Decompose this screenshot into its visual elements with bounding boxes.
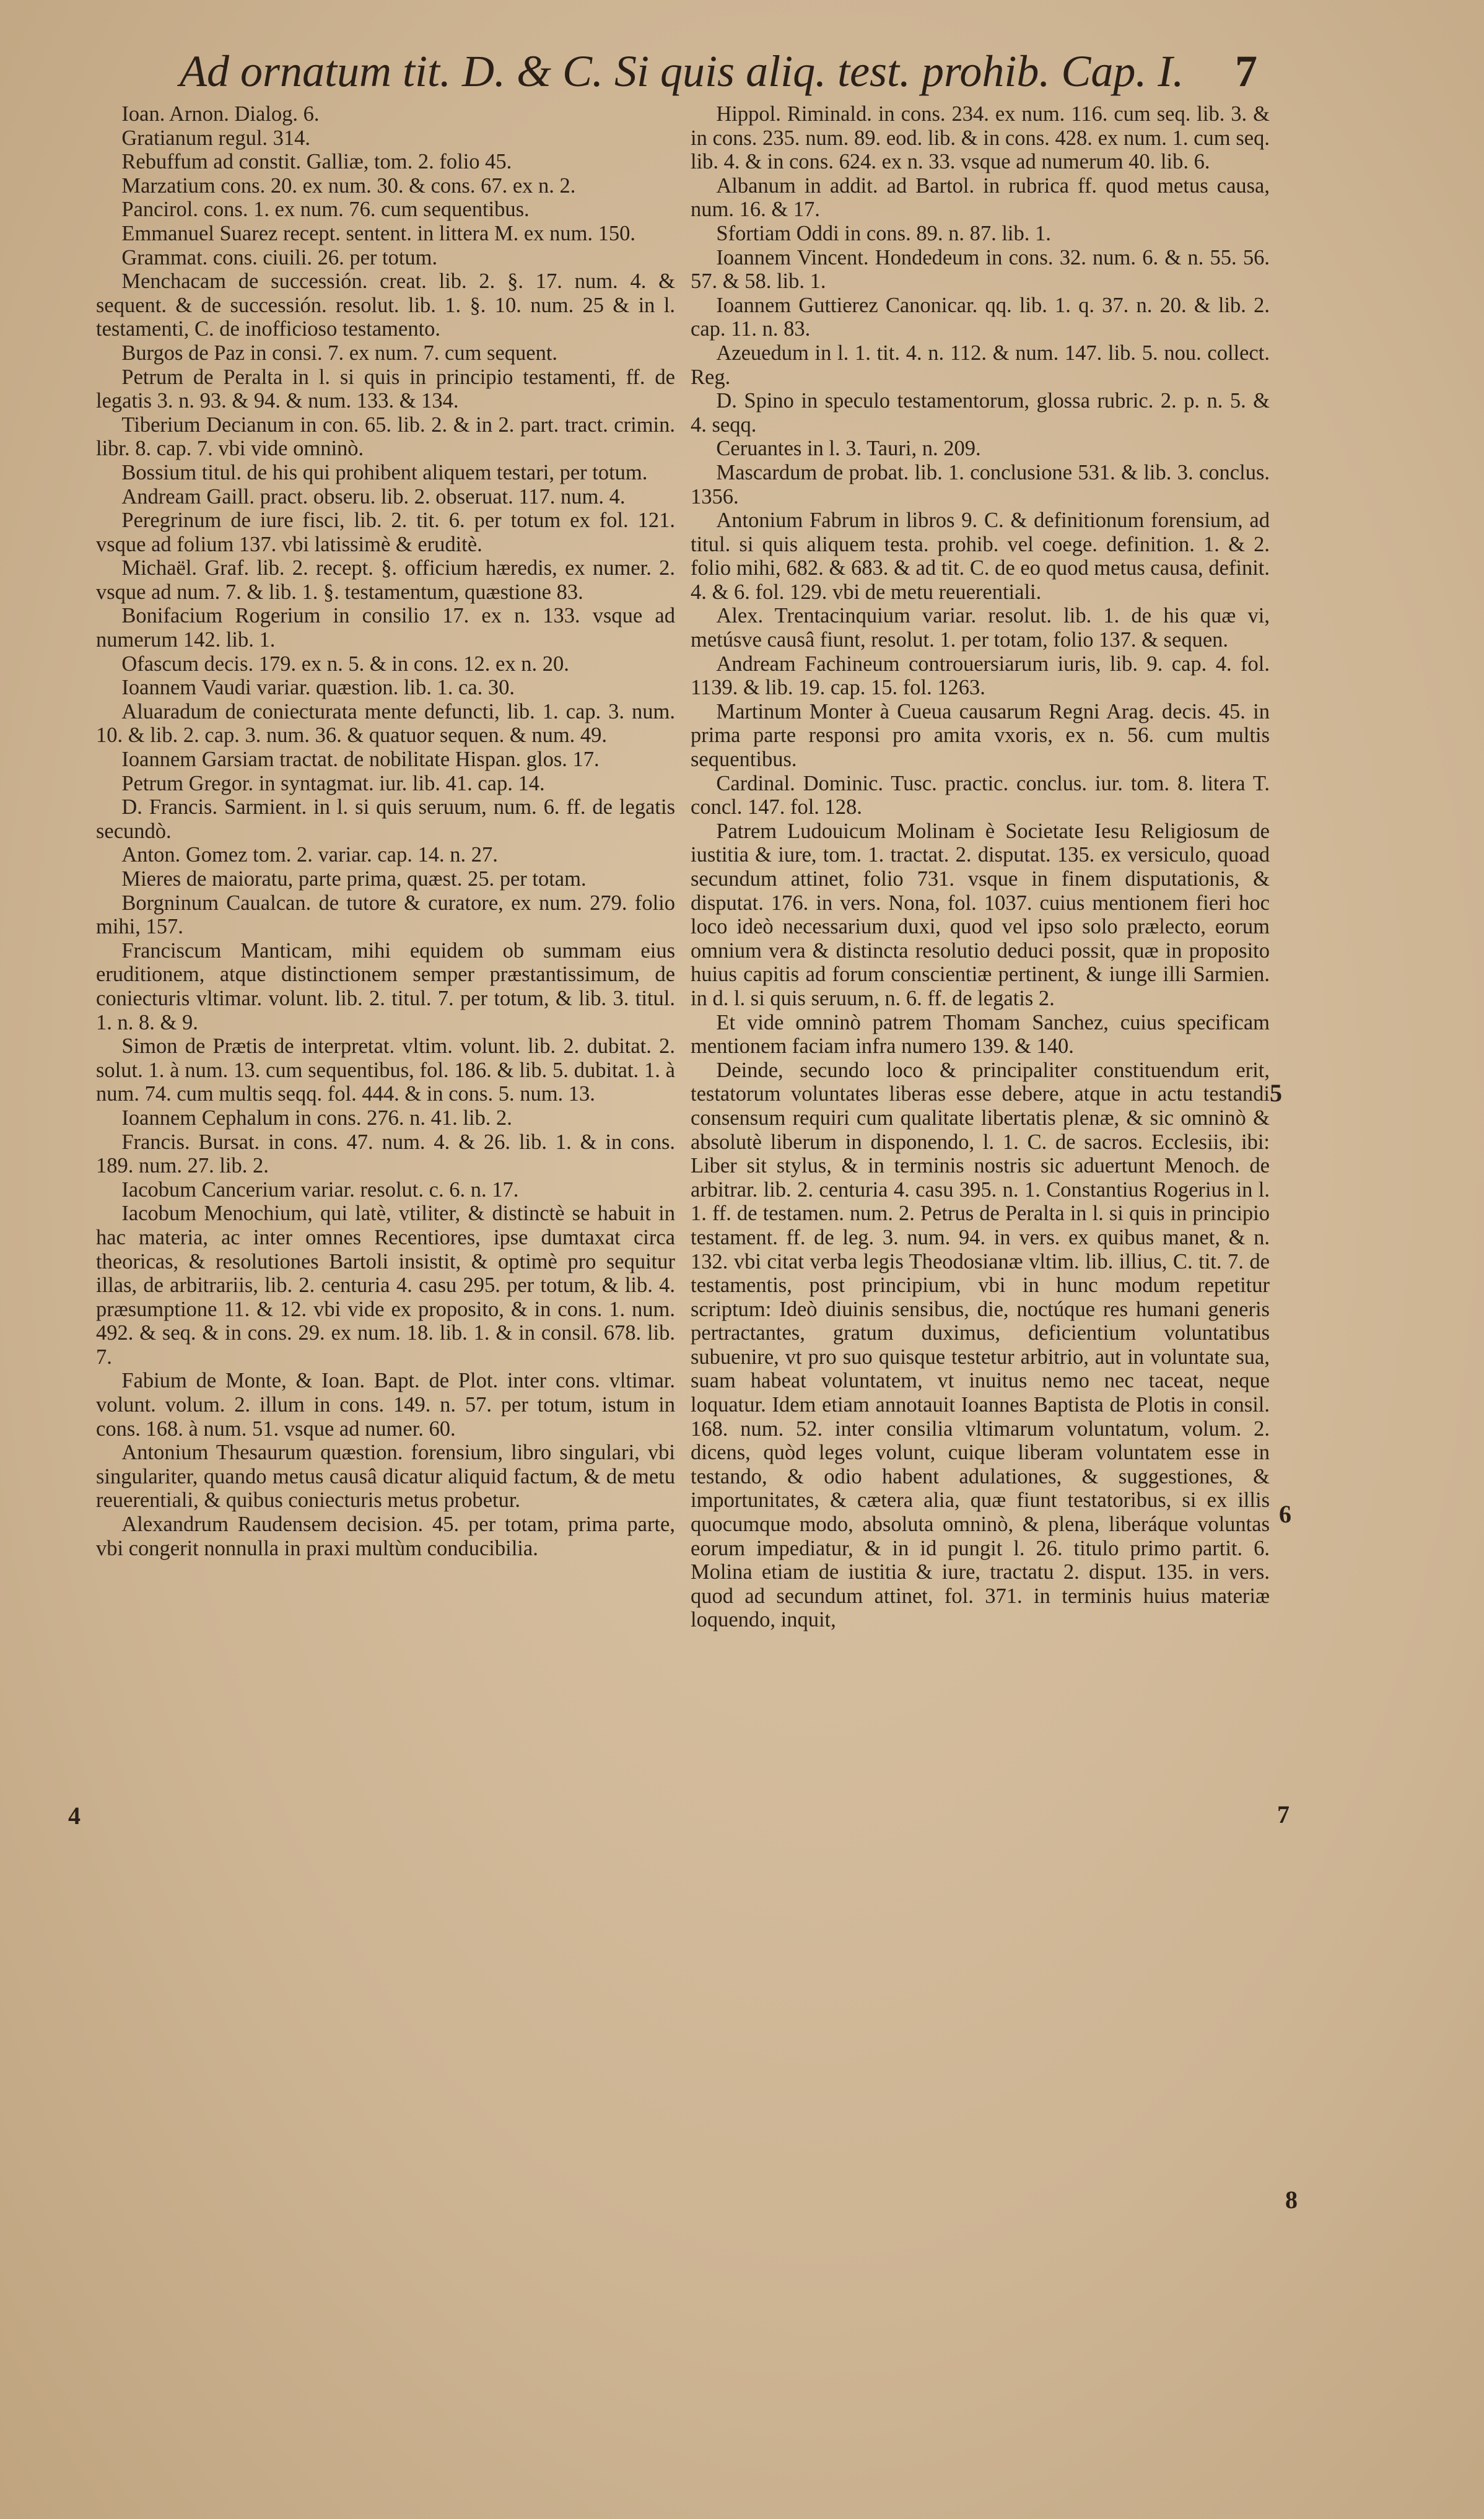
citation-entry: Simon de Prætis de interpretat. vltim. volunt. lib. 2. dubitat. 2. solut. 1. à num. 13. cum sequentibus, fol. 186. & lib. 5. dubitat. 1. à num. 74. cum multis seqq. fol. 444. & in cons. 5. num. 13.: [96, 1034, 675, 1106]
citation-entry: Hippol. Riminald. in cons. 234. ex num. 116. cum seq. lib. 3. & in cons. 235. num. 89. eod. lib. & in cons. 428. ex num. 1. cum seq. lib. 4. & in cons. 624. ex n. 33. vsque ad numerum 40. lib. 6.: [691, 102, 1270, 174]
left-column: [96, 102, 675, 1560]
citation-entry: Bonifacium Rogerium in consilio 17. ex n. 133. vsque ad numerum 142. lib. 1.: [96, 604, 675, 652]
running-title: Ad ornatum tit. D. & C. Si quis aliq. test. prohib. Cap. I.: [180, 46, 1184, 96]
citation-entry: Francis. Bursat. in cons. 47. num. 4. & 26. lib. 1. & in cons. 189. num. 27. lib. 2.: [96, 1130, 675, 1178]
citation-entry: Cardinal. Dominic. Tusc. practic. conclus. iur. tom. 8. litera T. concl. 147. fol. 128.: [691, 771, 1270, 819]
citation-entry: Marzatium cons. 20. ex num. 30. & cons. 67. ex n. 2.: [121, 173, 576, 198]
citation-entry: Michaël. Graf. lib. 2. recept. §. officium hæredis, ex numer. 2. vsque ad num. 7. & lib. 1. §. testamentum, quæstione 83.: [96, 556, 675, 604]
citation-entry: Borgninum Caualcan. de tutore & curatore, ex num. 279. folio mihi, 157.: [96, 891, 675, 939]
citation-entry: Pancirol. cons. 1. ex num. 76. cum sequentibus.: [121, 198, 530, 222]
citation-entry: Martinum Monter à Cueua causarum Regni Arag. decis. 45. in prima parte responsi pro amita vxoris, ex n. 56. cum multis sequentibus.: [691, 699, 1270, 772]
margin-number-7: 7: [1277, 1801, 1290, 1828]
citation-entry: Patrem Ludouicum Molinam è Societate Iesu Religiosum de iustitia & iure, tom. 1. tractat. 2. disputat. 135. ex versiculo, quoad secundum attinet, folio 731. vsque in finem disputationis, & disputat. 176. in vers. Nona, fol. 1037. cuius mentionem fieri hoc loco ideò necessarium duxi, quod vel ipso solo prælecto, eorum omnium vera & distincta resolutio deduci possit, quæ in proposito huius capitis ad forum conscientiæ pertinent, & iunge illi Sarmien. in d. l. si quis seruum, n. 6. ff. de legatis 2.: [691, 819, 1270, 1010]
right-column: [691, 102, 1270, 1632]
citation-entry: Ioannem Vaudi variar. quæstion. lib. 1. ca. 30.: [121, 676, 515, 700]
citation-entry: Petrum de Peralta in l. si quis in principio testamenti, ff. de legatis 3. n. 93. & 94. & num. 133. & 134.: [96, 365, 675, 413]
citation-entry: Rebuffum ad constit. Galliæ, tom. 2. folio 45.: [121, 150, 512, 174]
citation-entry: Peregrinum de iure fisci, lib. 2. tit. 6. per totum ex fol. 121. vsque ad folium 137. vbi latissimè & eruditè.: [96, 509, 675, 556]
citation-entry: Gratianum regul. 314.: [121, 126, 311, 150]
citation-entry: Ioannem Garsiam tractat. de nobilitate Hispan. glos. 17.: [121, 748, 600, 772]
citation-entry: Azeuedum in l. 1. tit. 4. n. 112. & num. 147. lib. 5. nou. collect. Reg.: [691, 341, 1270, 389]
margin-number-6: 6: [1279, 1500, 1291, 1528]
citation-entry: Menchacam de successión. creat. lib. 2. §. 17. num. 4. & sequent. & de successión. resolut. lib. 1. §. 10. num. 25 & in l. testamenti, C. de inofficioso testamento.: [96, 269, 675, 341]
margin-number-4: 4: [68, 1802, 81, 1830]
page-number: 7: [1235, 46, 1257, 96]
citation-entry: Aluaradum de coniecturata mente defuncti, lib. 1. cap. 3. num. 10. & lib. 2. cap. 3. num. 36. & quatuor sequen. & num. 49.: [96, 699, 675, 748]
body-paragraph: Deinde, secundo loco & principaliter constituendum erit, testatorum voluntates liberas esse debere, atque in actu testandi consensum requiri cum qualitate libertatis plenæ, & sic omninò & absolutè liberum in disponendo, l. 1. C. de sacros. Ecclesiis, ibi: Liber sit stylus, & in terminis nostris sic aduertunt Menoch. de arbitrar. lib. 2. centuria 4. casu 395. n. 1. Constantius Rogerius in l. 1. ff. de testamen. num. 2. Petrus de Peralta in l. si quis in principio testament. ff. de leg. 3. num. 94. in vers. ex quibus manet, & n. 132. vbi citat verba legis Theodosianæ vltim. lib. illius, C. tit. 7. de testamentis, post principium, vbi in hunc modum repetitur scriptum: Ideò diuinis sensibus, die, noctúque res humani generis pertractantes, gratum duximus, deficientium voluntatibus subuenire, vt pro suo quisque testetur arbitrio, aut in voluntate sua, suam habeat voluntatem, vt inuitus nemo nec taceat, neque loquatur. Idem etiam annotauit Ioannes Baptista de Plotis in consil. 168. num. 52. inter consilia vltimarum voluntatum, volum. 2. dicens, quòd leges volunt, cuique liberam voluntatem esse in testando, & odio habent adulationes, & suggestiones, & importunitates, & cætera alia, quæ fiunt testatoribus, si ex illis quocumque modo, absoluta omninò, & plena, liberáque voluntas eorum impediatur, & in id pungit l. 26. titulo primo partit. 6. Molina etiam de iustitia & iure, tractatu 2. disput. 135. in vers. quod ad secundum attinet, fol. 371. in terminis huius materiæ loquendo, inquit,: [691, 1058, 1270, 1632]
citation-entry: Anton. Gomez tom. 2. variar. cap. 14. n. 27.: [121, 843, 498, 867]
citation-entry: Alex. Trentacinquium variar. resolut. lib. 1. de his quæ vi, metúsve causâ fiunt, resolut. 1. per totam, folio 137. & sequen.: [691, 604, 1270, 652]
citation-entry: Grammat. cons. ciuili. 26. per totum.: [121, 245, 438, 269]
citation-entry: Petrum Gregor. in syntagmat. iur. lib. 41. cap. 14.: [121, 771, 545, 795]
citation-entry: Ioannem Vincent. Hondedeum in cons. 32. num. 6. & n. 55. 56. 57. & 58. lib. 1.: [691, 245, 1270, 294]
citation-entry: Ioan. Arnon. Dialog. 6.: [121, 102, 320, 126]
citation-entry: Bossium titul. de his qui prohibent aliquem testari, per totum.: [121, 460, 648, 484]
citation-entry: Tiberium Decianum in con. 65. lib. 2. & in 2. part. tract. crimin. libr. 8. cap. 7. vbi vide omninò.: [96, 413, 675, 461]
citation-entry: Franciscum Manticam, mihi equidem ob summam eius eruditionem, atque distinctionem semper præstantissimum, de coniecturis vltimar. volunt. lib. 2. titul. 7. per totum, & lib. 3. titul. 1. n. 8. & 9.: [96, 938, 675, 1034]
citation-entry: Iacobum Menochium, qui latè, vtiliter, & distinctè se habuit in hac materia, ac inter omnes Recentiores, ipse dumtaxat circa theoricas, & resolutiones Bartoli insistit, & optimè pro sequitur illas, de arbitrariis, lib. 2. centuria 4. casu 295. per totum, & lib. 4. præsumptione 11. & 12. vbi vide ex proposito, & in cons. 1. num. 492. & seq. & in cons. 29. ex num. 18. lib. 1. & in consil. 678. lib. 7.: [96, 1202, 675, 1369]
citation-entry: Ofascum decis. 179. ex n. 5. & in cons. 12. ex n. 20.: [121, 652, 569, 676]
citation-entry: D. Francis. Sarmient. in l. si quis seruum, num. 6. ff. de legatis secundò.: [96, 795, 675, 843]
citation-entry: Ceruantes in l. 3. Tauri, n. 209.: [716, 437, 981, 461]
citation-entry: Burgos de Paz in consi. 7. ex num. 7. cum sequent.: [121, 341, 558, 365]
citation-entry: Sfortiam Oddi in cons. 89. n. 87. lib. 1.: [716, 221, 1051, 245]
citation-entry: Ioannem Guttierez Canonicar. qq. lib. 1. q. 37. n. 20. & lib. 2. cap. 11. n. 83.: [691, 293, 1270, 341]
citation-entry: Et vide omninò patrem Thomam Sanchez, cuius specificam mentionem faciam infra numero 139. & 140.: [691, 1010, 1270, 1059]
citation-entry: Andream Gaill. pract. obseru. lib. 2. obseruat. 117. num. 4.: [121, 484, 626, 509]
margin-number-8: 8: [1285, 2186, 1298, 2214]
running-head: [180, 37, 1257, 105]
citation-entry: Albanum in addit. ad Bartol. in rubrica ff. quod metus causa, num. 16. & 17.: [691, 173, 1270, 222]
citation-entry: Ioannem Cephalum in cons. 276. n. 41. lib. 2.: [121, 1106, 512, 1130]
citation-entry: Antonium Fabrum in libros 9. C. & definitionum forensium, ad titul. si quis aliquem testa. prohib. vel coege. definition. 1. & 2. folio mihi, 682. & 683. & ad tit. C. de eo quod metus causa, definit. 4. & 6. fol. 129. vbi de metu reuerentiali.: [691, 509, 1270, 604]
citation-entry: Mascardum de probat. lib. 1. conclusione 531. & lib. 3. conclus. 1356.: [691, 460, 1270, 509]
citation-entry: Andream Fachineum controuersiarum iuris, lib. 9. cap. 4. fol. 1139. & lib. 19. cap. 15. fol. 1263.: [691, 652, 1270, 700]
margin-number-5: 5: [1270, 1079, 1282, 1107]
citation-entry: Alexandrum Raudensem decision. 45. per totam, prima parte, vbi congerit nonnulla in praxi multùm conducibilia.: [96, 1513, 675, 1560]
citation-entry: Iacobum Cancerium variar. resolut. c. 6. n. 17.: [121, 1177, 519, 1202]
citation-entry: D. Spino in speculo testamentorum, glossa rubric. 2. p. n. 5. & 4. seqq.: [691, 389, 1270, 437]
citation-entry: Fabium de Monte, & Ioan. Bapt. de Plot. inter cons. vltimar. volunt. volum. 2. illum in cons. 149. n. 57. per totum, istum in cons. 168. à num. 51. vsque ad numer. 60.: [96, 1369, 675, 1441]
citation-entry: Emmanuel Suarez recept. sentent. in littera M. ex num. 150.: [121, 221, 636, 245]
citation-entry: Antonium Thesaurum quæstion. forensium, libro singulari, vbi singulariter, quando metus causâ dicatur aliquid factum, & de metu reuerentiali, & quibus coniecturis metus probetur.: [96, 1441, 675, 1513]
citation-entry: Mieres de maioratu, parte prima, quæst. 25. per totam.: [121, 867, 587, 891]
